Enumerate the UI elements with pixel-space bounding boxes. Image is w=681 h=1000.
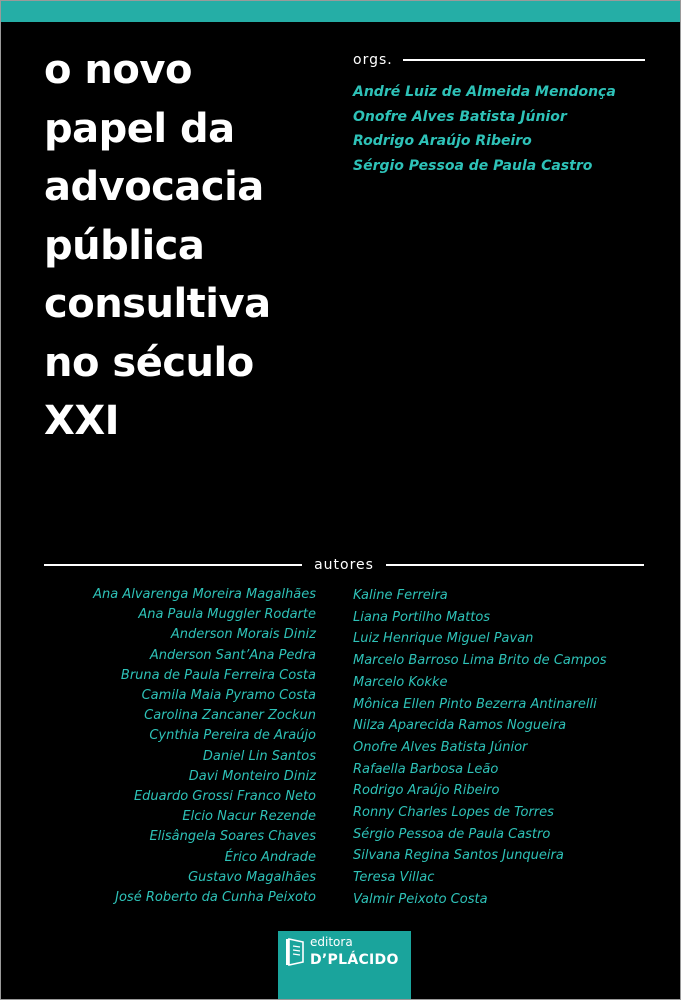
author-name: Érico Andrade: [224, 849, 316, 865]
authors-label: autores: [314, 557, 374, 573]
authors-list-right: [353, 585, 607, 911]
author-name: Gustavo Magalhães: [188, 869, 316, 885]
orgs-divider: [403, 59, 645, 61]
author-name: Bruna de Paula Ferreira Costa: [120, 667, 316, 683]
title-line: no século: [44, 339, 254, 386]
publisher-badge: [278, 931, 411, 999]
author-name: Mônica Ellen Pinto Bezerra Antinarelli: [353, 696, 597, 712]
author-name: Davi Monteiro Diniz: [188, 768, 316, 784]
author-name: Onofre Alves Batista Júnior: [353, 739, 528, 755]
author-name: Luiz Henrique Miguel Pavan: [353, 631, 534, 647]
publisher-line2: D’PLÁCIDO: [310, 952, 399, 968]
author-name: José Roberto da Cunha Peixoto: [115, 890, 316, 906]
organizers-list: [353, 80, 653, 178]
orgs-header: [353, 49, 645, 71]
author-name: Cynthia Pereira de Araújo: [149, 728, 316, 744]
author-name: Ronny Charles Lopes de Torres: [353, 805, 554, 821]
author-name: Liana Portilho Mattos: [353, 609, 491, 625]
author-name: Marcelo Kokke: [353, 674, 448, 690]
title-line: papel da: [44, 105, 235, 152]
organizer-name: André Luiz de Almeida Mendonça: [353, 84, 616, 100]
author-name: Daniel Lin Santos: [202, 748, 316, 764]
title-line: pública: [44, 222, 205, 269]
title-line: advocacia: [44, 164, 264, 210]
author-name: Teresa Villac: [353, 870, 435, 886]
author-name: Elisângela Soares Chaves: [149, 829, 316, 845]
author-name: Sérgio Pessoa de Paula Castro: [353, 826, 551, 842]
author-name: Anderson Sant’Ana Pedra: [149, 647, 316, 663]
author-name: Ana Alvarenga Moreira Magalhães: [93, 587, 316, 602]
title-line: consultiva: [44, 281, 271, 327]
author-name: Elcio Nacur Rezende: [182, 809, 316, 825]
top-accent-bar: [1, 1, 680, 22]
book-title: [44, 41, 344, 451]
organizer-name: Onofre Alves Batista Júnior: [353, 108, 567, 125]
author-name: Rafaella Barbosa Leão: [353, 761, 499, 777]
author-name: Camila Maia Pyramo Costa: [141, 688, 316, 704]
author-name: Marcelo Barroso Lima Brito de Campos: [353, 653, 607, 669]
authors-header: [44, 553, 644, 577]
title-line: o novo: [44, 47, 192, 93]
publisher-line1: editora: [310, 935, 353, 949]
author-name: Anderson Morais Diniz: [170, 627, 316, 643]
author-name: Kaline Ferreira: [353, 588, 448, 603]
publisher-logo-icon: [285, 937, 305, 967]
organizer-name: Sérgio Pessoa de Paula Castro: [353, 157, 593, 174]
author-name: Eduardo Grossi Franco Neto: [133, 789, 316, 805]
author-name: Ana Paula Muggler Rodarte: [138, 607, 316, 623]
organizer-name: Rodrigo Araújo Ribeiro: [353, 133, 532, 149]
orgs-label: orgs.: [353, 52, 393, 68]
author-name: Silvana Regina Santos Junqueira: [353, 848, 564, 864]
author-name: Carolina Zancaner Zockun: [144, 708, 316, 724]
authors-divider-right: [386, 564, 644, 566]
authors-divider-left: [44, 564, 302, 566]
title-line: XXI: [44, 398, 120, 444]
author-name: Nilza Aparecida Ramos Nogueira: [353, 718, 567, 734]
author-name: Valmir Peixoto Costa: [353, 891, 488, 907]
author-name: Rodrigo Araújo Ribeiro: [353, 783, 500, 799]
authors-list-left: [93, 585, 316, 908]
